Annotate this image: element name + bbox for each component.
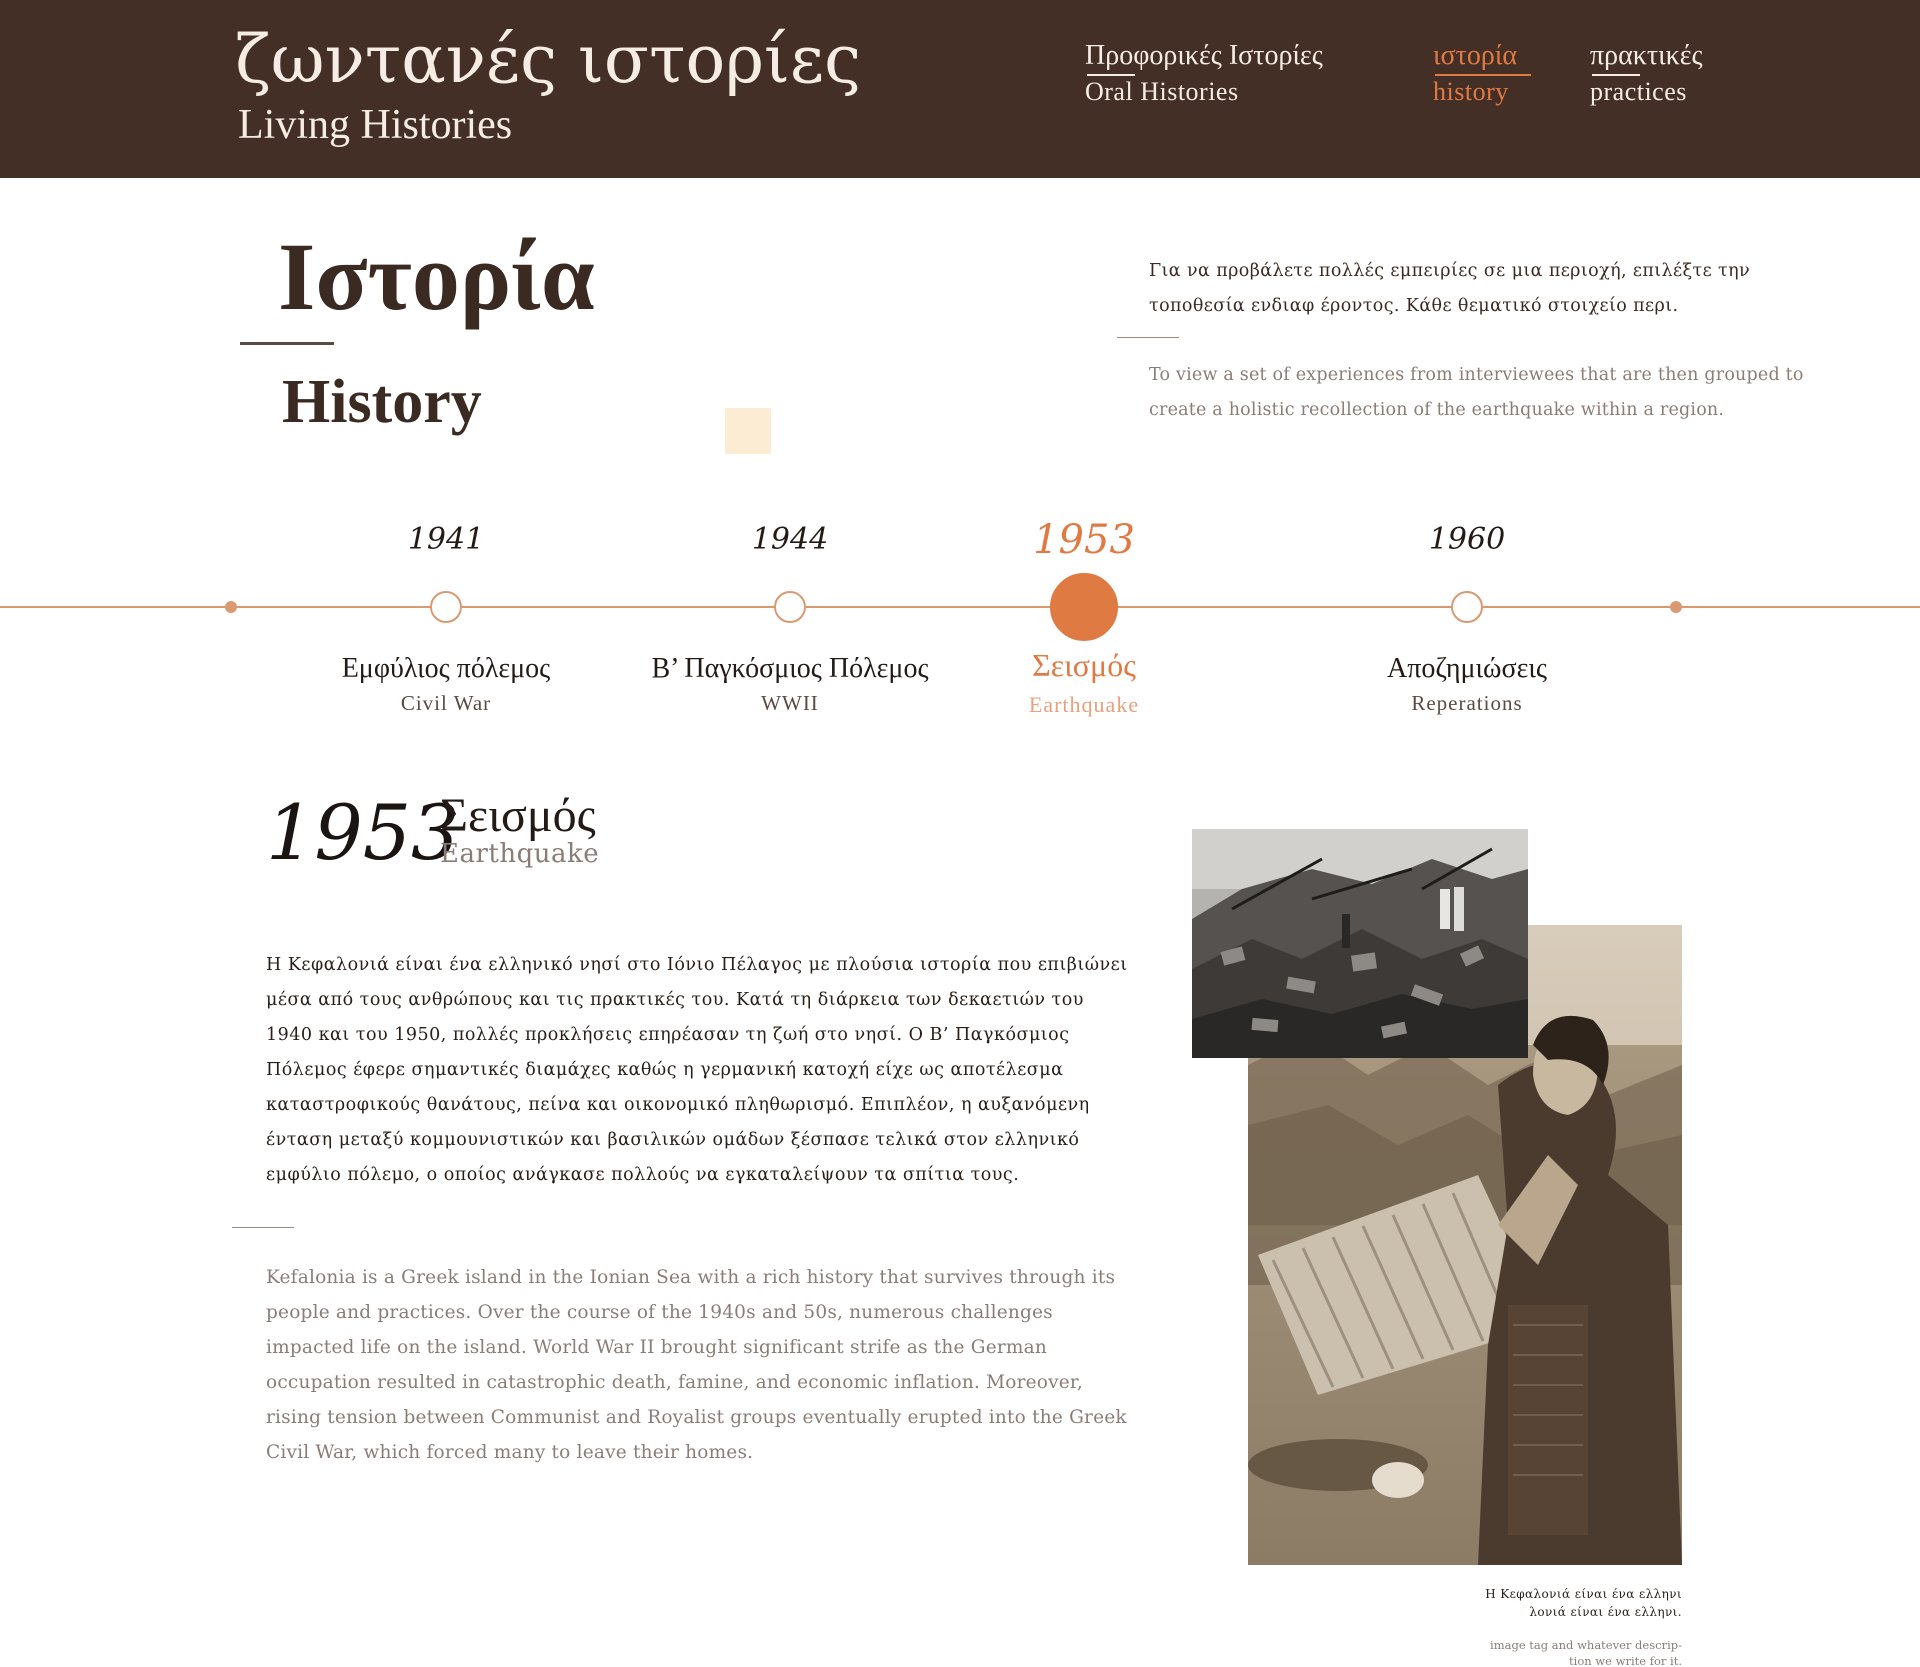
logo-english[interactable]: Living Histories <box>238 102 513 148</box>
photo-caption-english <box>1282 1637 1682 1667</box>
photo-caption-greek-line-2: λονιά είναι ένα ελληνι. <box>1529 1605 1682 1619</box>
timeline-label-english: Civil War <box>400 691 492 715</box>
nav-underline <box>1592 74 1640 76</box>
timeline-label-greek: Αποζημιώσεις <box>1387 653 1547 684</box>
logo-greek[interactable]: ζωντανές ιστορίες <box>235 21 862 98</box>
title-divider <box>240 342 334 345</box>
timeline <box>0 500 1920 730</box>
timeline-year: 1941 <box>407 522 485 557</box>
nav-underline-active <box>1435 74 1531 76</box>
timeline-year: 1960 <box>1428 522 1506 557</box>
nav-oral-histories[interactable] <box>1085 38 1323 110</box>
timeline-label-greek: Β’ Παγκόσμιος Πόλεμος <box>651 653 929 684</box>
timeline-event-1953[interactable] <box>884 500 1284 717</box>
timeline-marker[interactable] <box>774 591 806 623</box>
photo-caption-english-line-1: image tag and whatever descrip- <box>1490 1638 1682 1652</box>
nav-oral-histories-greek: Προφορικές Ιστορίες <box>1085 40 1323 71</box>
detail-title-greek: Σεισμός <box>440 789 596 842</box>
nav-practices-english: practices <box>1590 77 1687 106</box>
nav-history[interactable] <box>1433 38 1517 110</box>
nav-underline <box>1087 74 1135 76</box>
detail-year: 1953 <box>266 788 460 877</box>
photo-caption-greek <box>1282 1585 1682 1621</box>
site-header <box>0 0 1920 178</box>
timeline-end-dot <box>1670 601 1682 613</box>
timeline-year: 1944 <box>751 522 829 557</box>
body-text-greek: Η Κεφαλονιά είναι ένα ελληνικό νησί στο Ιόνιο Πέλαγος με πλούσια ιστορία που επιβιώνει μέσα από τους ανθρώπους και τις πρακτικές του. Κατά τη διάρκεια των δεκαετιών του 1940 και του 1950, πολλές προκλήσεις επηρέασαν τη ζωή στο νησί. Ο Β’ Παγκόσμιος Πόλεμος έφερε σημαντικές διαμάχες καθώς η γερμανική κατοχή είχε ως αποτέλεσμα καταστροφικούς θανάτους, πείνα και οικονομικό πληθωρισμό. Επιπλέον, η αυξανόμενη ένταση μεταξύ κομμουνιστικών και βασιλικών ομάδων ξέσπασε τελικά στον ελληνικό εμφύλιο πόλεμο, ο οποίος ανάγκασε πολλούς να εγκαταλείψουν τα σπίτια τους. <box>266 955 1128 1185</box>
nav-practices-greek: πρακτικές <box>1590 40 1703 71</box>
intro-text-greek: Για να προβάλετε πολλές εμπειρίες σε μια περιοχή, επιλέξτε την τοποθεσία ενδιαφ έροντος. Κάθε θεματικό στοιχείο περι. <box>1149 261 1751 316</box>
intro-divider <box>1117 337 1179 338</box>
timeline-label-greek: Εμφύλιος πόλεμος <box>341 653 551 684</box>
page-title-english: History <box>282 368 482 436</box>
timeline-label-english: Reperations <box>1411 691 1523 715</box>
timeline-label-greek: Σεισμός <box>1032 647 1136 683</box>
timeline-event-1941[interactable] <box>246 500 646 715</box>
nav-history-english: history <box>1433 77 1509 106</box>
nav-history-greek: ιστορία <box>1433 40 1518 71</box>
nav-oral-histories-english: Oral Histories <box>1085 77 1239 106</box>
decorative-square <box>725 408 771 454</box>
timeline-marker-active[interactable] <box>1050 573 1118 641</box>
photo-caption-greek-line-1: Η Κεφαλονιά είναι ένα ελληνι <box>1485 1587 1682 1601</box>
earthquake-photo-rubble <box>1192 829 1528 1058</box>
nav-practices[interactable] <box>1590 38 1703 110</box>
timeline-marker[interactable] <box>430 591 462 623</box>
timeline-start-dot <box>225 601 237 613</box>
timeline-year-active: 1953 <box>1033 517 1135 563</box>
timeline-line <box>0 606 1920 608</box>
photo-caption-english-line-2: tion we write for it. <box>1569 1654 1682 1667</box>
intro-text-english: To view a set of experiences from interviewees that are then grouped to create a holistic recollection of the earthquake within a region. <box>1149 365 1804 420</box>
page-title-greek: Ιστορία <box>278 223 595 330</box>
body-divider <box>232 1227 294 1228</box>
timeline-marker[interactable] <box>1451 591 1483 623</box>
timeline-event-1960[interactable] <box>1267 500 1667 715</box>
body-text-english: Kefalonia is a Greek island in the Ionian Sea with a rich history that survives through its people and practices. Over the course of the 1940s and 50s, numerous challenges impacted life on the island. World War II brought significant strife as the German occupation resulted in catastrophic death, famine, and economic inflation. Moreover, rising tension between Communist and Royalist groups eventually erupted into the Greek Civil War, which forced many to leave their homes. <box>266 1267 1127 1463</box>
timeline-label-english: Earthquake <box>1028 692 1140 717</box>
detail-title-english: Earthquake <box>440 839 600 869</box>
timeline-label-english: WWII <box>761 691 819 715</box>
